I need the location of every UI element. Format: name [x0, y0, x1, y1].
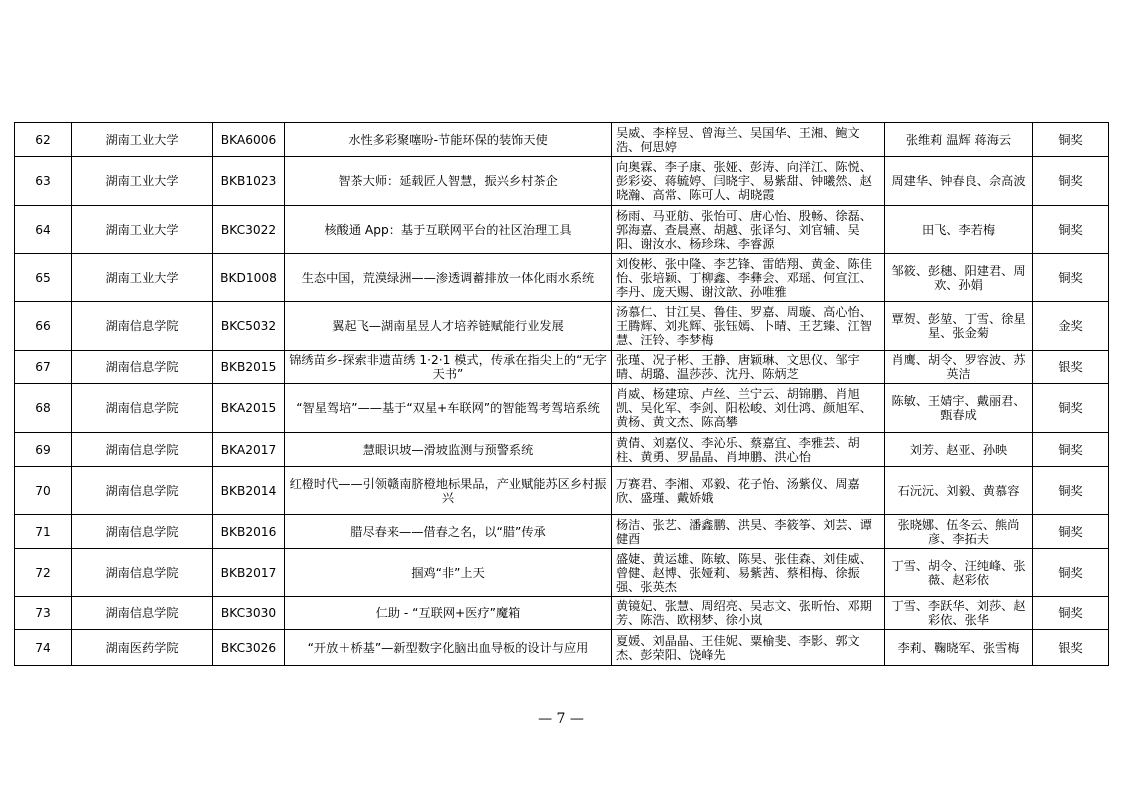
team-members-cell: 肖威、杨建琼、卢丝、兰宁云、胡锦鹏、肖旭凯、吴化军、李剑、阳松峻、刘仕鸿、颜旭军、黄杨、黄文杰、陈高攀	[612, 384, 885, 433]
row-number-cell: 68	[15, 384, 72, 433]
project-name-cell: 翼起飞—湖南星昱人才培养链赋能行业发展	[285, 302, 612, 351]
project-code-cell: BKC3022	[213, 206, 285, 254]
school-cell: 湖南信息学院	[72, 549, 213, 597]
project-name-cell: 腊尽春来——借春之名，以“腊”传承	[285, 515, 612, 549]
school-cell: 湖南信息学院	[72, 302, 213, 351]
school-cell: 湖南信息学院	[72, 515, 213, 549]
awards-table	[14, 122, 1109, 666]
project-name-cell: “开放＋桥基”—新型数字化脑出血导板的设计与应用	[285, 630, 612, 666]
row-number-cell: 63	[15, 157, 72, 206]
table-row	[15, 351, 1109, 384]
advisors-cell: 丁雪、胡令、汪纯峰、张薇、赵彩依	[885, 549, 1033, 597]
school-cell: 湖南信息学院	[72, 384, 213, 433]
project-code-cell: BKB2017	[213, 549, 285, 597]
advisors-cell: 李莉、鞠晓军、张雪梅	[885, 630, 1033, 666]
table-row	[15, 549, 1109, 597]
team-members-cell: 汤慕仁、甘江昊、鲁佳、罗嘉、周璇、高心怡、王腾辉、刘兆辉、张钰嫣、卜晴、王艺臻、江智慧、汪铃、李梦梅	[612, 302, 885, 351]
row-number-cell: 72	[15, 549, 72, 597]
team-members-cell: 黄镜妃、张慧、周绍亮、吴志文、张昕怡、邓期芳、陈浩、欧栩梦、徐小岚	[612, 597, 885, 630]
team-members-cell: 刘俊彬、张中隆、李艺锋、雷皓翔、黄金、陈佳怡、张培颖、丁柳鑫、李彝会、邓瑶、何宣江、李丹、庞天赐、谢汶歆、孙唯雅	[612, 254, 885, 302]
advisors-cell: 肖鹰、胡令、罗容波、苏英洁	[885, 351, 1033, 384]
advisors-cell: 刘芳、赵亚、孙映	[885, 433, 1033, 467]
school-cell: 湖南信息学院	[72, 433, 213, 467]
team-members-cell: 杨雨、马亚舫、张怡可、唐心怡、殷畅、徐磊、郭海嘉、查晨熹、胡越、张译匀、刘官辅、吴阳、谢汝水、杨珍珠、李睿源	[612, 206, 885, 254]
project-code-cell: BKD1008	[213, 254, 285, 302]
project-code-cell: BKC5032	[213, 302, 285, 351]
table-row	[15, 433, 1109, 467]
award-cell: 银奖	[1033, 630, 1109, 666]
project-name-cell: 智茶大师：延载匠人智慧，振兴乡村茶企	[285, 157, 612, 206]
table-row	[15, 384, 1109, 433]
team-members-cell: 吴威、李梓昱、曾海兰、吴国华、王湘、鲍文浩、何思婷	[612, 123, 885, 157]
project-code-cell: BKB2014	[213, 467, 285, 515]
table-row	[15, 123, 1109, 157]
project-name-cell: 慧眼识坡—滑坡监测与预警系统	[285, 433, 612, 467]
project-code-cell: BKA2017	[213, 433, 285, 467]
award-cell: 铜奖	[1033, 467, 1109, 515]
award-cell: 铜奖	[1033, 254, 1109, 302]
awards-table-body	[15, 123, 1109, 666]
row-number-cell: 69	[15, 433, 72, 467]
team-members-cell: 夏媛、刘晶晶、王佳妮、粟榆斐、李影、郭文杰、彭荣阳、饶峰先	[612, 630, 885, 666]
team-members-cell: 万赛君、李湘、邓毅、花子怡、汤紫仪、周嘉欣、盛瑾、戴娇娥	[612, 467, 885, 515]
project-code-cell: BKB1023	[213, 157, 285, 206]
row-number-cell: 70	[15, 467, 72, 515]
team-members-cell: 杨洁、张艺、潘鑫鹏、洪昊、李筱筝、刘芸、谭健酉	[612, 515, 885, 549]
team-members-cell: 向奥霖、李子康、张娅、彭涛、向洋江、陈悦、彭彩姿、蒋毓婷、闫晓宇、易紫甜、钟曦然、赵晓瀚、高常、陈可人、胡晓霞	[612, 157, 885, 206]
row-number-cell: 66	[15, 302, 72, 351]
row-number-cell: 73	[15, 597, 72, 630]
project-code-cell: BKA2015	[213, 384, 285, 433]
award-cell: 铜奖	[1033, 384, 1109, 433]
table-row	[15, 597, 1109, 630]
award-cell: 金奖	[1033, 302, 1109, 351]
project-name-cell: “智星驾培”——基于“双星+车联网”的智能驾考驾培系统	[285, 384, 612, 433]
school-cell: 湖南信息学院	[72, 597, 213, 630]
school-cell: 湖南医药学院	[72, 630, 213, 666]
school-cell: 湖南信息学院	[72, 351, 213, 384]
row-number-cell: 74	[15, 630, 72, 666]
project-name-cell: 核酸通 App：基于互联网平台的社区治理工具	[285, 206, 612, 254]
award-cell: 铜奖	[1033, 123, 1109, 157]
advisors-cell: 邹筱、彭穗、阳建君、周欢、孙娟	[885, 254, 1033, 302]
school-cell: 湖南信息学院	[72, 467, 213, 515]
advisors-cell: 张维莉 温辉 蒋海云	[885, 123, 1033, 157]
table-row	[15, 515, 1109, 549]
project-code-cell: BKC3026	[213, 630, 285, 666]
school-cell: 湖南工业大学	[72, 157, 213, 206]
project-code-cell: BKC3030	[213, 597, 285, 630]
award-cell: 铜奖	[1033, 433, 1109, 467]
row-number-cell: 71	[15, 515, 72, 549]
table-row	[15, 630, 1109, 666]
row-number-cell: 62	[15, 123, 72, 157]
page-number: — 7 —	[538, 711, 584, 727]
team-members-cell: 盛婕、黄运雄、陈敏、陈昊、张佳森、刘佳威、曾健、赵博、张娅莉、易紫茜、蔡相梅、徐振强、张英杰	[612, 549, 885, 597]
school-cell: 湖南工业大学	[72, 254, 213, 302]
award-cell: 银奖	[1033, 351, 1109, 384]
award-cell: 铜奖	[1033, 157, 1109, 206]
table-row	[15, 467, 1109, 515]
team-members-cell: 黄倩、刘嘉仪、李沁乐、蔡嘉宜、李雅芸、胡柱、黄勇、罗晶晶、肖坤鹏、洪心怡	[612, 433, 885, 467]
project-code-cell: BKA6006	[213, 123, 285, 157]
row-number-cell: 65	[15, 254, 72, 302]
award-cell: 铜奖	[1033, 597, 1109, 630]
award-cell: 铜奖	[1033, 515, 1109, 549]
table-row	[15, 157, 1109, 206]
project-name-cell: 锦绣苗乡-探索非遗苗绣 1·2·1 模式，传承在指尖上的“无字天书”	[285, 351, 612, 384]
advisors-cell: 丁雪、李跃华、刘莎、赵彩依、张华	[885, 597, 1033, 630]
award-cell: 铜奖	[1033, 206, 1109, 254]
project-code-cell: BKB2016	[213, 515, 285, 549]
row-number-cell: 64	[15, 206, 72, 254]
project-name-cell: 水性多彩聚噻吩-节能环保的装饰天使	[285, 123, 612, 157]
table-row	[15, 302, 1109, 351]
advisors-cell: 田飞、李若梅	[885, 206, 1033, 254]
project-name-cell: 红橙时代——引领赣南脐橙地标果品，产业赋能苏区乡村振兴	[285, 467, 612, 515]
advisors-cell: 石沅沅、刘毅、黄慕容	[885, 467, 1033, 515]
award-cell: 铜奖	[1033, 549, 1109, 597]
advisors-cell: 张晓娜、伍冬云、熊尚彦、李拓夫	[885, 515, 1033, 549]
school-cell: 湖南工业大学	[72, 206, 213, 254]
table-row	[15, 206, 1109, 254]
project-name-cell: 仁助 - “互联网+医疗”魔箱	[285, 597, 612, 630]
team-members-cell: 张瑾、况子彬、王静、唐颖琳、文思仪、邹宇晴、胡璐、温莎莎、沈丹、陈炳芝	[612, 351, 885, 384]
advisors-cell: 覃贺、彭堃、丁雪、徐星星、张金菊	[885, 302, 1033, 351]
table-row	[15, 254, 1109, 302]
row-number-cell: 67	[15, 351, 72, 384]
project-code-cell: BKB2015	[213, 351, 285, 384]
advisors-cell: 陈敏、王婧宇、戴丽君、甄春成	[885, 384, 1033, 433]
project-name-cell: 掴鸡“非”上天	[285, 549, 612, 597]
advisors-cell: 周建华、钟春良、佘高波	[885, 157, 1033, 206]
project-name-cell: 生态中国，荒漠绿洲——渗透调蓄排放一体化雨水系统	[285, 254, 612, 302]
school-cell: 湖南工业大学	[72, 123, 213, 157]
